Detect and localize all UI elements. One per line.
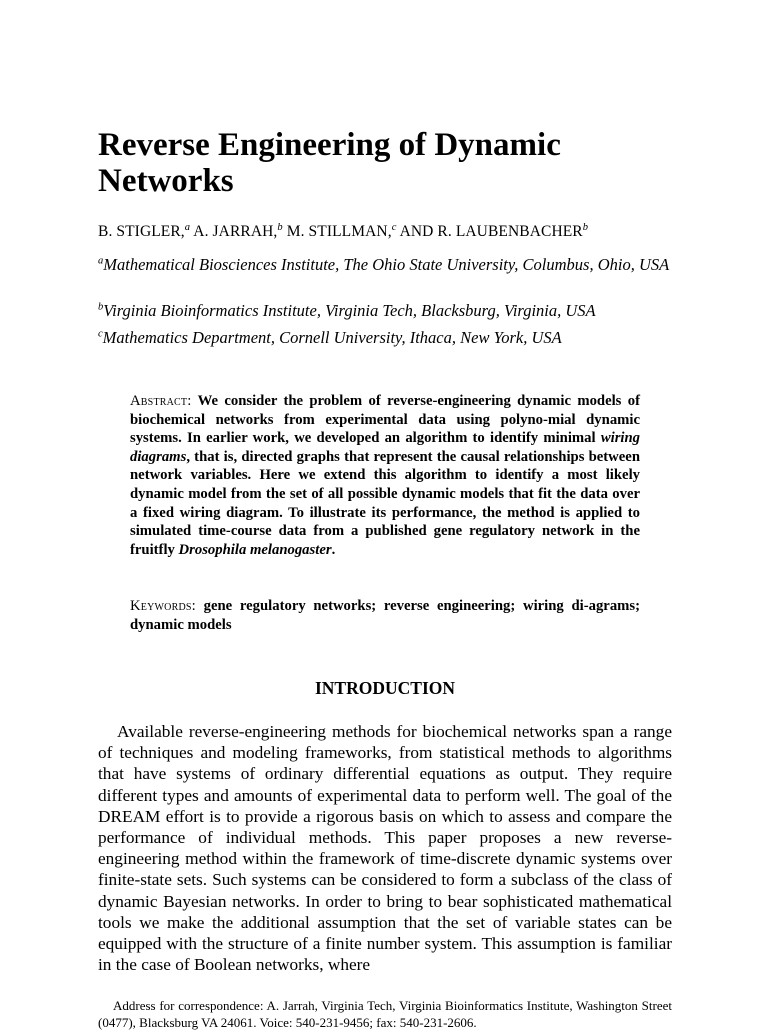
correspondence-footnote: Address for correspondence: A. Jarrah, Virginia Tech, Virginia Bioinformatics Institute, Washington Street (0477), Blacksburg VA 24061. Voice: 540-231-9456; fax: 540-231-2606. — [98, 998, 672, 1030]
section-heading-introduction: INTRODUCTION — [314, 678, 456, 698]
abstract-emphasis-species: Drosophila melanogaster — [178, 541, 332, 558]
affiliation-text: Mathematical Biosciences Institute, The Ohio State University, Columbus, Ohio, USA — [103, 255, 670, 274]
keywords-label: Keywords: — [130, 598, 196, 614]
intro-paragraph: Available reverse-engineering methods for biochemical networks span a range of techniques and modeling frameworks, from statistical methods to algorithms that have systems of ordinary differential equations as output. They require different types and amounts of experimental data to perform well. The goal of the DREAM effort is to provide a rigorous basis on which to assess and compare the performance of individual methods. This paper proposes a new reverse-engineering method within the framework of time-discrete dynamic systems over finite-state sets. Such systems can be considered to form a subclass of the class of dynamic Bayesian networks. In order to bring to bear sophisticated mathematical tools we make the additional assumption that the set of variable states can be equipped with the structure of a finite number system. This assumption is familiar in the case of Boolean networks, where — [98, 722, 672, 975]
affiliation-text: Mathematics Department, Cornell University, Ithaca, New York, USA — [102, 328, 562, 347]
abstract-emphasis-wiring-diagrams: wiring diagrams — [130, 430, 640, 465]
author-jarrah-affil-mark: b — [277, 221, 283, 233]
abstract-label: Abstract: — [130, 393, 192, 409]
abstract-text-1: We consider the problem of reverse-engineering dynamic models of biochemical networks from experimental data using polyno-mial dynamic systems. In earlier work, we developed an algorithm to identify minimal — [130, 393, 640, 447]
abstract-text-3: . — [331, 541, 336, 558]
abstract-text-2: , that is, directed graphs that represent the causal relationships between network variables. Here we extend this algorithm to identify a most likely dynamic model from the set of all possible dynamic models that fit the data over a fixed wiring diagram. To illustrate its performance, the method is applied to simulated time-course data from a published gene regulatory network in the fruitfly — [130, 448, 640, 558]
affiliation-mark: b — [98, 301, 104, 313]
author-list — [98, 222, 672, 242]
author-stigler: B. STIGLER, — [98, 223, 185, 240]
author-stillman-affil-mark: c — [391, 221, 397, 233]
affiliation-c — [98, 328, 672, 347]
affiliation-b — [98, 301, 672, 320]
keywords — [130, 597, 640, 635]
abstract — [130, 392, 640, 559]
author-stigler-affil-mark: a — [184, 221, 191, 233]
author-stillman: M. STILLMAN, — [282, 223, 392, 240]
affiliation-a — [98, 255, 672, 274]
affiliation-mark: a — [98, 255, 104, 267]
affiliation-mark: c — [98, 328, 103, 340]
author-laubenbacher: AND R. LAUBENBACHER — [396, 223, 583, 240]
author-jarrah: A. JARRAH, — [190, 223, 278, 240]
paper-title: Reverse Engineering of Dynamic Networks — [98, 127, 561, 199]
keywords-text: gene regulatory networks; reverse engineering; wiring di-agrams; dynamic models — [130, 598, 641, 633]
author-laubenbacher-affil-mark: b — [582, 221, 589, 233]
affiliation-text: Virginia Bioinformatics Institute, Virginia Tech, Blacksburg, Virginia, USA — [103, 301, 596, 320]
